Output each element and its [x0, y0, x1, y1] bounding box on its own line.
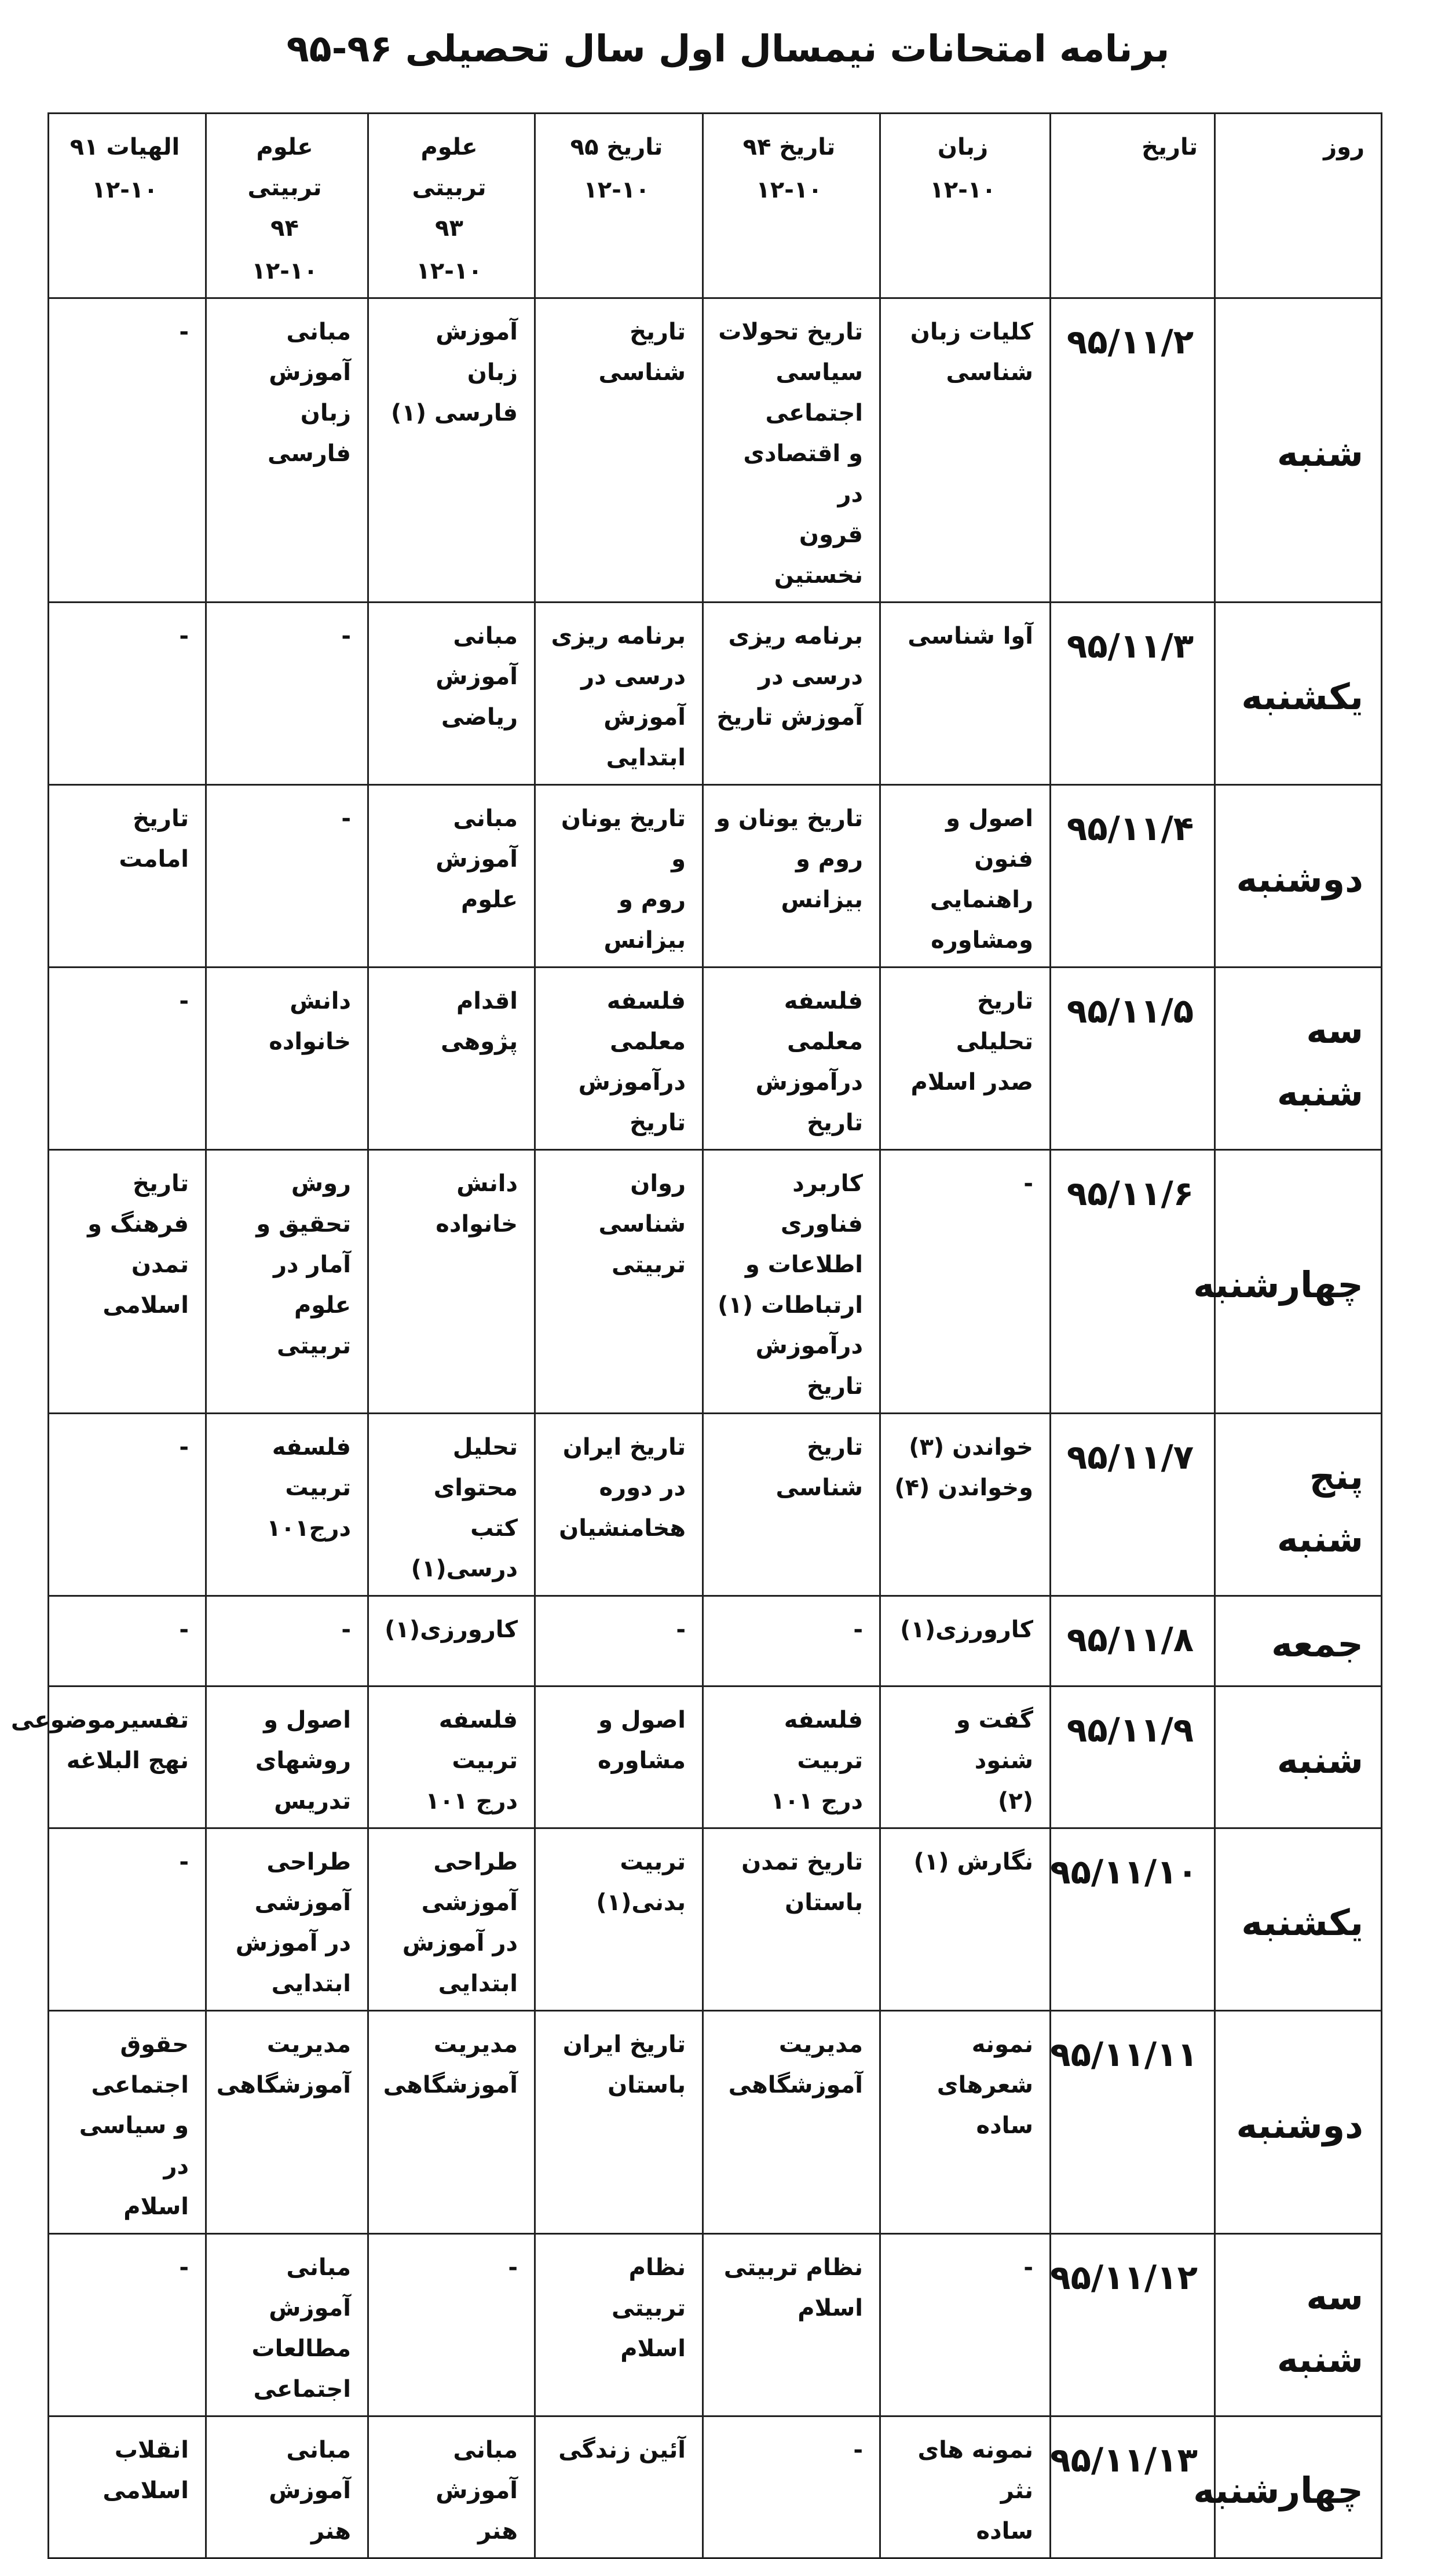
course-cell: دانش خانواده — [368, 1150, 535, 1414]
course-cell: فلسفه معلمی درآموزش تاریخ — [703, 968, 880, 1150]
day-cell: شنبه — [1215, 1686, 1382, 1828]
course-cell: تاریخ تحولات سیاسی اجتماعی و اقتصادی در قرون نخستین — [703, 298, 880, 603]
course-cell: خواندن (۳) وخواندن (۴) — [880, 1414, 1051, 1596]
column-header — [206, 114, 368, 298]
date-cell: ۹۵/۱۱/۸ — [1051, 1596, 1215, 1686]
course-cell: مدیریت آموزشگاهی — [368, 2011, 535, 2234]
day-cell: شنبه — [1215, 298, 1382, 603]
course-cell: فلسفه معلمی درآموزش تاریخ — [535, 968, 703, 1150]
course-cell: تاریخ ایران در دوره هخامنشیان — [535, 1414, 703, 1596]
course-cell: تاریخ ایران باستان — [535, 2011, 703, 2234]
header-row — [49, 114, 1382, 298]
course-cell: انقلاب اسلامی — [49, 2416, 206, 2558]
column-header-label: علوم تربیتی ۹۳ — [412, 134, 486, 242]
column-header-time: ۱۲-۱۰ — [251, 258, 318, 284]
page-title: برنامه امتحانات نیمسال اول سال تحصیلی ۹۶-۹۵ — [286, 28, 1170, 71]
course-cell: اصول و مشاوره — [535, 1686, 703, 1828]
course-cell: تاریخ امامت — [49, 785, 206, 968]
course-cell: - — [880, 2234, 1051, 2416]
course-cell: اقدام پژوهی — [368, 968, 535, 1150]
column-header-time: ۱۲-۱۰ — [92, 177, 158, 203]
course-cell: طراحی آموزشی در آموزش ابتدایی — [368, 1828, 535, 2011]
column-header — [49, 114, 206, 298]
column-header — [1215, 114, 1382, 298]
course-cell: روش تحقیق و آمار در علوم تربیتی — [206, 1150, 368, 1414]
date-cell: ۹۵/۱۱/۵ — [1051, 968, 1215, 1150]
column-header-time: ۱۲-۱۰ — [756, 177, 822, 203]
table-row — [49, 1414, 1382, 1596]
course-cell: - — [49, 298, 206, 603]
date-cell: ۹۵/۱۱/۷ — [1051, 1414, 1215, 1596]
column-header — [368, 114, 535, 298]
table-row — [49, 968, 1382, 1150]
course-cell: تاریخ شناسی — [535, 298, 703, 603]
column-header — [1051, 114, 1215, 298]
day-cell: سه شنبه — [1215, 968, 1382, 1150]
column-header — [703, 114, 880, 298]
column-header-label: تاریخ ۹۴ — [742, 134, 836, 160]
course-cell: - — [368, 2234, 535, 2416]
table-row — [49, 1150, 1382, 1414]
column-header-time: ۱۲-۱۰ — [930, 177, 996, 203]
table-row — [49, 785, 1382, 968]
table-row — [49, 2234, 1382, 2416]
date-cell: ۹۵/۱۱/۱۱ — [1051, 2011, 1215, 2234]
day-cell: یکشنبه — [1215, 1828, 1382, 2011]
table-row — [49, 1686, 1382, 1828]
course-cell: - — [49, 2234, 206, 2416]
date-cell: ۹۵/۱۱/۶ — [1051, 1150, 1215, 1414]
course-cell: - — [206, 603, 368, 785]
column-header-time: ۱۲-۱۰ — [416, 258, 482, 284]
course-cell: - — [49, 968, 206, 1150]
day-cell: دوشنبه — [1215, 785, 1382, 968]
course-cell: طراحی آموزشی در آموزش ابتدایی — [206, 1828, 368, 2011]
column-header-label: الهیات ۹۱ — [69, 134, 180, 160]
course-cell: نظام تربیتی اسلام — [535, 2234, 703, 2416]
course-cell: فلسفه تربیت درج ۱۰۱ — [703, 1686, 880, 1828]
course-cell: تاریخ یونان و روم و بیزانس — [703, 785, 880, 968]
table-row — [49, 603, 1382, 785]
course-cell: فلسفه تربیت درج ۱۰۱ — [368, 1686, 535, 1828]
exam-schedule-table — [10, 112, 1382, 2559]
course-cell: - — [703, 2416, 880, 2558]
table-row — [49, 2416, 1382, 2558]
course-cell: حقوق اجتماعی و سیاسی در اسلام — [49, 2011, 206, 2234]
course-cell: آوا شناسی — [880, 603, 1051, 785]
course-cell: تاریخ تمدن باستان — [703, 1828, 880, 2011]
course-cell: - — [49, 603, 206, 785]
column-header — [535, 114, 703, 298]
course-cell: آئین زندگی — [535, 2416, 703, 2558]
course-cell: - — [206, 1596, 368, 1686]
course-cell: - — [880, 1150, 1051, 1414]
day-cell: چهارشنبه — [1215, 2416, 1382, 2558]
course-cell: نمونه های نثر ساده — [880, 2416, 1051, 2558]
course-cell: مبانی آموزش زبان فارسی — [206, 298, 368, 603]
course-cell: روان شناسی تربیتی — [535, 1150, 703, 1414]
date-cell: ۹۵/۱۱/۹ — [1051, 1686, 1215, 1828]
course-cell: کارورزی(۱) — [368, 1596, 535, 1686]
course-cell: تاریخ تحلیلی صدر اسلام — [880, 968, 1051, 1150]
table-row — [49, 2011, 1382, 2234]
course-cell: مبانی آموزش علوم — [368, 785, 535, 968]
course-cell: دانش خانواده — [206, 968, 368, 1150]
course-cell: تفسیرموضوعی نهج البلاغه — [49, 1686, 206, 1828]
course-cell: - — [49, 1596, 206, 1686]
date-cell: ۹۵/۱۱/۲ — [1051, 298, 1215, 603]
day-cell: سه شنبه — [1215, 2234, 1382, 2416]
course-cell: - — [49, 1828, 206, 2011]
column-header-label: تاریخ — [1142, 134, 1198, 160]
course-cell: مدیریت آموزشگاهی — [206, 2011, 368, 2234]
course-cell: تاریخ یونان و روم و بیزانس — [535, 785, 703, 968]
table-row — [49, 298, 1382, 603]
date-cell: ۹۵/۱۱/۳ — [1051, 603, 1215, 785]
course-cell: مبانی آموزش ریاضی — [368, 603, 535, 785]
column-header-label: علوم تربیتی ۹۴ — [247, 134, 322, 242]
course-cell: - — [206, 785, 368, 968]
course-cell: تحلیل محتوای کتب درسی(۱) — [368, 1414, 535, 1596]
table-row — [49, 1828, 1382, 2011]
day-cell: پنج شنبه — [1215, 1414, 1382, 1596]
column-header — [880, 114, 1051, 298]
table-row — [49, 1596, 1382, 1686]
course-cell: نمونه شعرهای ساده — [880, 2011, 1051, 2234]
column-header-label: تاریخ ۹۵ — [570, 134, 663, 160]
table-body — [10, 298, 1382, 2558]
course-cell: تاریخ فرهنگ و تمدن اسلامی — [49, 1150, 206, 1414]
course-cell: تاریخ شناسی — [703, 1414, 880, 1596]
course-cell: مبانی آموزش مطالعات اجتماعی — [206, 2234, 368, 2416]
course-cell: - — [49, 1414, 206, 1596]
day-cell: دوشنبه — [1215, 2011, 1382, 2234]
day-cell: یکشنبه — [1215, 603, 1382, 785]
course-cell: گفت و شنود (۲) — [880, 1686, 1051, 1828]
course-cell: - — [535, 1596, 703, 1686]
column-header-label: روز — [1323, 134, 1364, 160]
course-cell: برنامه ریزی درسی در آموزش تاریخ — [703, 603, 880, 785]
course-cell: مدیریت آموزشگاهی — [703, 2011, 880, 2234]
course-cell: فلسفه تربیت درج۱۰۱ — [206, 1414, 368, 1596]
course-cell: نظام تربیتی اسلام — [703, 2234, 880, 2416]
day-cell: چهارشنبه — [1215, 1150, 1382, 1414]
course-cell: مبانی آموزش هنر — [206, 2416, 368, 2558]
date-cell: ۹۵/۱۱/۱۰ — [1051, 1828, 1215, 2011]
column-header-time: ۱۲-۱۰ — [583, 177, 650, 203]
course-cell: اصول و روشهای تدریس — [206, 1686, 368, 1828]
course-cell: نگارش (۱) — [880, 1828, 1051, 2011]
course-cell: آموزش زبان فارسی (۱) — [368, 298, 535, 603]
day-cell: جمعه — [1215, 1596, 1382, 1686]
column-header-label: زبان — [937, 134, 989, 160]
course-cell: اصول و فنون راهنمایی ومشاوره — [880, 785, 1051, 968]
date-cell: ۹۵/۱۱/۱۳ — [1051, 2416, 1215, 2558]
course-cell: مبانی آموزش هنر — [368, 2416, 535, 2558]
date-cell: ۹۵/۱۱/۱۲ — [1051, 2234, 1215, 2416]
course-cell: کاربرد فناوری اطلاعات و ارتباطات (۱) درآموزش تاریخ — [703, 1150, 880, 1414]
course-cell: تربیت بدنی(۱) — [535, 1828, 703, 2011]
course-cell: کلیات زبان شناسی — [880, 298, 1051, 603]
date-cell: ۹۵/۱۱/۴ — [1051, 785, 1215, 968]
course-cell: برنامه ریزی درسی در آموزش ابتدایی — [535, 603, 703, 785]
course-cell: کارورزی(۱) — [880, 1596, 1051, 1686]
course-cell: - — [703, 1596, 880, 1686]
